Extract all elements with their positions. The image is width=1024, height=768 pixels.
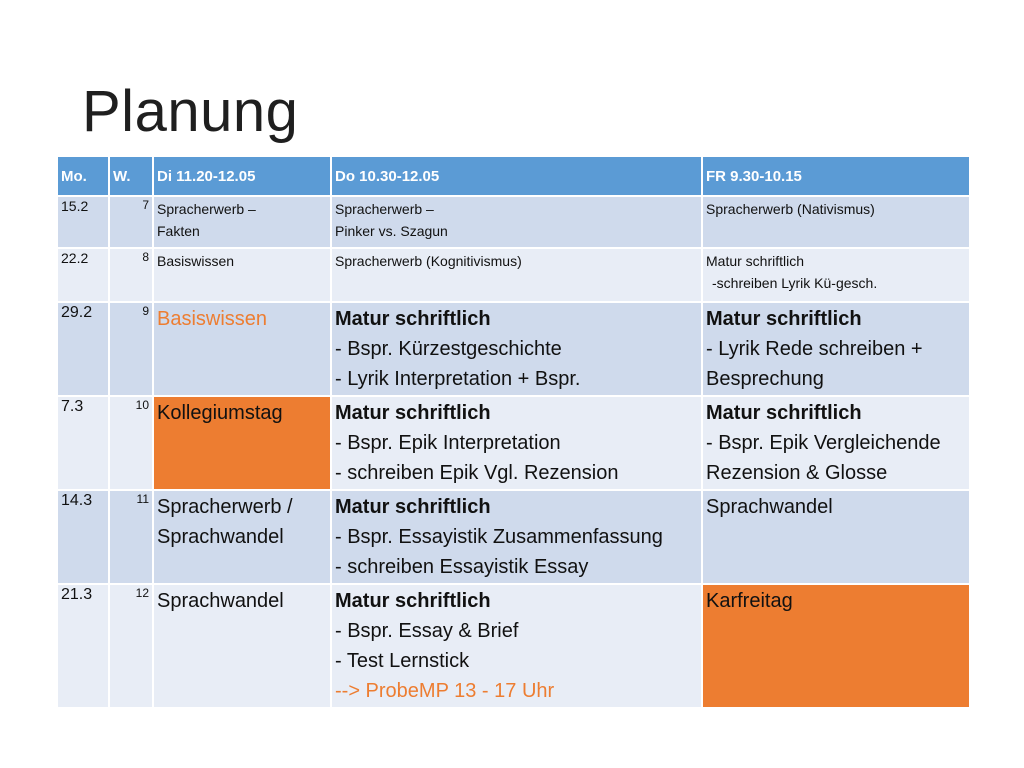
- cell-date: 21.3: [57, 584, 109, 708]
- schedule-table: [56, 155, 971, 709]
- cell-line: - Bspr. Epik Interpretation: [335, 432, 561, 454]
- cell-line: Spracherwerb (Nativismus): [706, 201, 875, 217]
- cell-line: Karfreitag: [706, 590, 793, 612]
- cell-line: - Bspr. Essay & Brief: [335, 620, 519, 642]
- cell-week: 11: [109, 490, 153, 584]
- cell-line: Basiswissen: [157, 308, 268, 330]
- cell-line: - Bspr. Kürzestgeschichte: [335, 338, 562, 360]
- cell-thursday: [331, 196, 702, 248]
- cell-date: 22.2: [57, 248, 109, 302]
- cell-line: - Lyrik Rede schreiben +: [706, 338, 923, 360]
- cell-line: Matur schriftlich: [706, 402, 862, 424]
- table-row: [57, 248, 970, 302]
- table-row: [57, 490, 970, 584]
- cell-line: Sprachwandel: [157, 590, 284, 612]
- table-row: [57, 396, 970, 490]
- cell-tuesday: [153, 584, 331, 708]
- cell-date: 15.2: [57, 196, 109, 248]
- cell-line: Sprachwandel: [706, 496, 833, 518]
- table-row: [57, 196, 970, 248]
- cell-line: - Test Lernstick: [335, 650, 470, 672]
- cell-line: Matur schriftlich: [335, 496, 491, 518]
- cell-date: 14.3: [57, 490, 109, 584]
- cell-friday: [702, 248, 970, 302]
- cell-line: Spracherwerb (Kognitivismus): [335, 253, 522, 269]
- cell-thursday: [331, 396, 702, 490]
- cell-week: 9: [109, 302, 153, 396]
- cell-line: Fakten: [157, 223, 200, 239]
- cell-friday: [702, 396, 970, 490]
- cell-line: Besprechung: [706, 368, 824, 390]
- cell-line: Matur schriftlich: [335, 590, 491, 612]
- cell-week: 8: [109, 248, 153, 302]
- cell-date: 7.3: [57, 396, 109, 490]
- cell-line: Matur schriftlich: [335, 308, 491, 330]
- header-tuesday: Di 11.20-12.05: [153, 156, 331, 196]
- cell-friday: [702, 302, 970, 396]
- cell-line: --> ProbeMP 13 - 17 Uhr: [335, 680, 555, 702]
- cell-line: Kollegiumstag: [157, 402, 283, 424]
- cell-thursday: [331, 302, 702, 396]
- cell-thursday: [331, 490, 702, 584]
- cell-week: 7: [109, 196, 153, 248]
- cell-line: -schreiben Lyrik Kü-gesch.: [712, 275, 878, 291]
- cell-tuesday: [153, 196, 331, 248]
- cell-line: Matur schriftlich: [706, 253, 805, 269]
- header-week: W.: [109, 156, 153, 196]
- cell-tuesday: [153, 490, 331, 584]
- cell-line: - schreiben Epik Vgl. Rezension: [335, 462, 619, 484]
- cell-tuesday: [153, 248, 331, 302]
- cell-line: Basiswissen: [157, 253, 235, 269]
- cell-line: Spracherwerb /: [157, 496, 293, 518]
- cell-thursday: [331, 584, 702, 708]
- cell-week: 10: [109, 396, 153, 490]
- cell-line: - Bspr. Epik Vergleichende: [706, 432, 941, 454]
- cell-friday: [702, 196, 970, 248]
- cell-line: Spracherwerb –: [157, 201, 256, 217]
- header-row: [57, 156, 970, 196]
- table-row: [57, 302, 970, 396]
- cell-line: Spracherwerb –: [335, 201, 434, 217]
- cell-line: Matur schriftlich: [706, 308, 862, 330]
- cell-line: - Bspr. Essayistik Zusammenfassung: [335, 526, 663, 548]
- cell-friday: [702, 490, 970, 584]
- cell-line: Pinker vs. Szagun: [335, 223, 448, 239]
- cell-date: 29.2: [57, 302, 109, 396]
- cell-line: Sprachwandel: [157, 526, 284, 548]
- cell-line: Rezension & Glosse: [706, 462, 888, 484]
- cell-line: Matur schriftlich: [335, 402, 491, 424]
- header-date: Mo.: [57, 156, 109, 196]
- cell-line: - Lyrik Interpretation + Bspr.: [335, 368, 581, 390]
- cell-thursday: [331, 248, 702, 302]
- header-thursday: Do 10.30-12.05: [331, 156, 702, 196]
- slide-title: Planung: [82, 79, 299, 144]
- cell-line: - schreiben Essayistik Essay: [335, 556, 589, 578]
- cell-tuesday-highlight: [153, 396, 331, 490]
- cell-tuesday: [153, 302, 331, 396]
- cell-friday-highlight: [702, 584, 970, 708]
- table-row: [57, 584, 970, 708]
- header-friday: FR 9.30-10.15: [702, 156, 970, 196]
- cell-week: 12: [109, 584, 153, 708]
